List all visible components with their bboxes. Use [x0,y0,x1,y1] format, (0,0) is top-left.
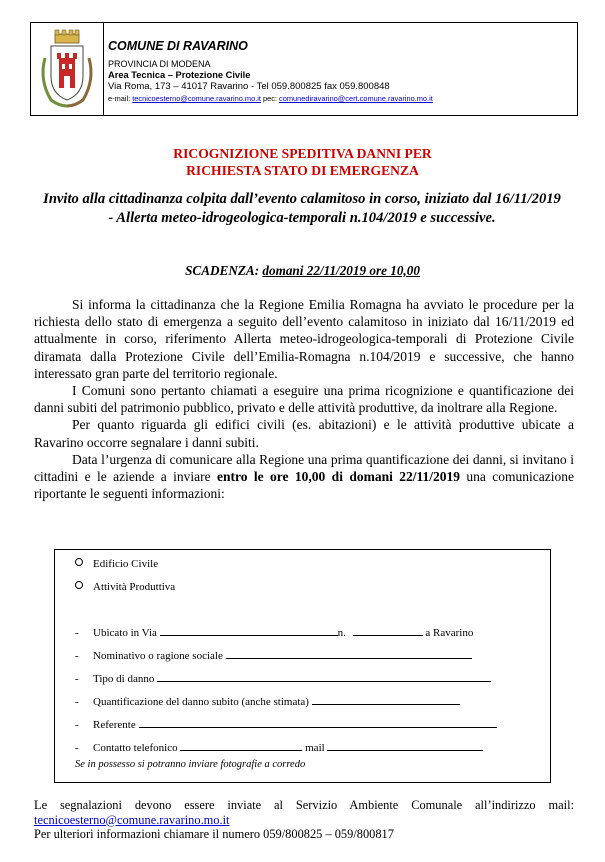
info-form [54,549,551,783]
email-link[interactable]: tecnicoesterno@comune.ravarino.mo.it [132,94,261,103]
coat-of-arms-icon [37,28,97,112]
paragraph-4-c: una comunicazione riportante le seguenti informazioni: [34,469,574,502]
row-tipo [75,672,491,685]
n-label: n. [337,627,346,639]
contact-emails [108,93,578,104]
dash: - [75,650,79,662]
title-line-2: RICHIESTA STATO DI EMERGENZA [186,163,419,178]
paragraph-4-deadline: entro le ore 10,00 di domani 22/11/2019 [217,469,460,485]
paragraph-2: I Comuni sono pertanto chiamati a eseguire una prima ricognizione e quantificazione dei danni subiti del patrimonio pubblico, privato e delle attività produttive, da inoltrare alla Regione. [34,383,574,416]
pec-link[interactable]: comunediravarino@cert.comune.ravarino.mo.it [279,94,433,103]
referente-label: Referente [93,719,136,731]
intro-text: Invito alla cittadinanza colpita dall’evento calamitoso in corso, iniziato dal 16/11/2019 - Allerta meteo-idrogeologica-temporali n.104/2019 e successive. [43,191,561,226]
footer-line-3: Per ulteriori informazioni chiamare il numero 059/800825 – 059/800817 [34,827,394,842]
paragraph-4 [34,451,574,503]
civico-field[interactable] [353,626,423,636]
quantificazione-field[interactable] [312,695,460,705]
a-ravarino-label: a Ravarino [425,627,474,639]
row-ubicato [75,626,473,639]
title-line-1: RICOGNIZIONE SPEDITIVA DANNI PER [173,146,432,161]
circle-bullet-icon [75,581,83,589]
row-quantificazione [75,695,460,708]
row-nominativo [75,649,472,662]
tipo-field[interactable] [157,672,491,682]
nominativo-label: Nominativo o ragione sociale [93,650,223,662]
area-name: Area Tecnica – Protezione Civile [108,70,251,80]
nominativo-field[interactable] [226,649,472,659]
ubicato-label: Ubicato in Via [93,627,157,639]
via-field[interactable] [160,626,338,636]
paragraph-1: Si informa la cittadinanza che la Regione Emilia Romagna ha avviato le procedure per la richiesta dello stato di emergenza a seguito dell’evento calamitoso in iniziato dal 16/11/2019 ed attualmente in corso, riferimento Allerta meteo-idrogeologica-temporali di Protezione Civile diramata dalla Protezione Civile dell’Emilia-Romagna n.104/2019 e successive, che hanno interessato gran parte del territorio regionale. [34,297,574,381]
email-label: e-mail: [108,94,131,103]
option-edificio-civile[interactable] [75,558,158,570]
mail-label: mail [305,742,325,754]
dash: - [75,696,79,708]
provincia: PROVINCIA DI MODENA [108,59,211,69]
tipo-label: Tipo di danno [93,673,155,685]
circle-bullet-icon [75,558,83,566]
photo-note: Se in possesso si potranno inviare fotografie a corredo [75,759,306,770]
dash: - [75,627,79,639]
letterhead [30,22,578,116]
address: Via Roma, 173 – 41017 Ravarino - Tel 059.800825 fax 059.800848 [108,81,390,92]
option-label: Attività Produttiva [93,581,176,593]
paragraph-4-a: Data l’urgenza di comunicare alla Regione una prima quantificazione dei danni, si invitano i cittadini e le aziende a inviare [34,451,574,485]
row-referente [75,718,497,731]
option-label: Edificio Civile [93,558,159,570]
referente-field[interactable] [139,718,497,728]
dash: - [75,742,79,754]
dash: - [75,719,79,731]
option-attivita-produttiva[interactable] [75,581,175,593]
body-text [34,296,574,502]
paragraph-3: Per quanto riguarda gli edifici civili (es. abitazioni) e le attività produttive ubicate a Ravarino occorre segnalare i danni subiti. [34,417,574,450]
telefono-field[interactable] [180,741,302,751]
contatto-label: Contatto telefonico [93,742,178,754]
footer-line-1: Le segnalazioni devono essere inviate al Servizio Ambiente Comunale all’indirizzo mail: [34,798,574,812]
mail-field[interactable] [327,741,483,751]
footer [34,798,574,842]
deadline-label: SCADENZA: [185,263,260,278]
deadline [0,263,605,279]
dash: - [75,673,79,685]
deadline-value: domani 22/11/2019 ore 10,00 [262,263,420,278]
footer-email-link[interactable]: tecnicoesterno@comune.ravarino.mo.it [34,812,230,827]
logo-cell [31,23,104,115]
quantificazione-label: Quantificazione del danno subito (anche stimata) [93,696,309,708]
letterhead-info [108,39,578,104]
comune-name: COMUNE DI RAVARINO [108,39,248,53]
pec-label: pec: [263,94,277,103]
row-contatto [75,741,483,754]
